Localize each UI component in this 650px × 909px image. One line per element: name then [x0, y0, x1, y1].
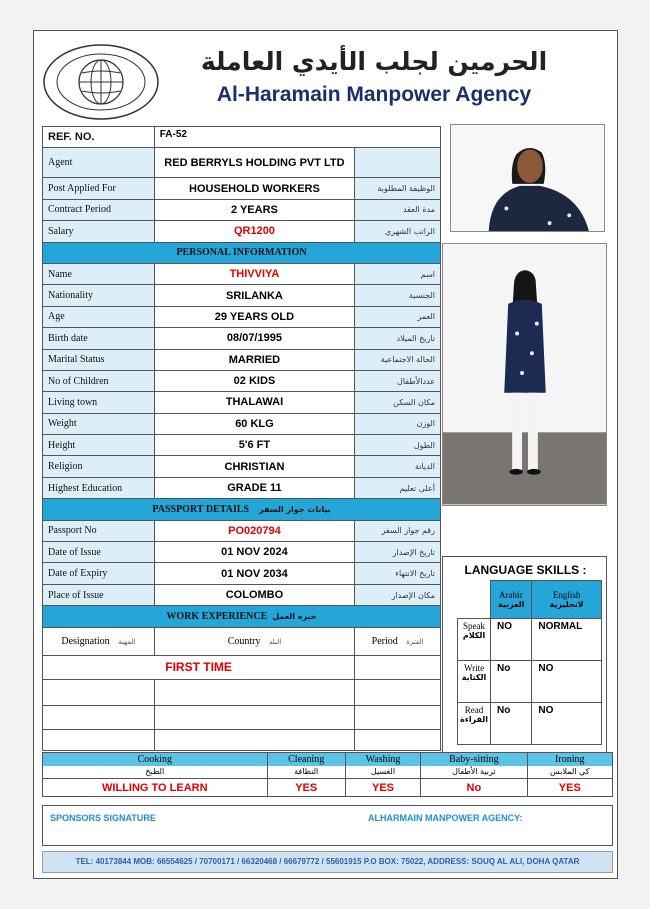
- post-value: HOUSEHOLD WORKERS: [154, 178, 354, 199]
- issue-value: 01 NOV 2024: [154, 542, 354, 563]
- skill-washing-value: YES: [345, 779, 420, 797]
- work-header-en: WORK EXPERIENCE: [166, 610, 268, 622]
- applicant-portrait-photo: [450, 124, 605, 232]
- birth-label: Birth date: [43, 328, 155, 349]
- town-value: THALAWAI: [154, 392, 354, 413]
- birth-value: 08/07/1995: [154, 328, 354, 349]
- skill-washing-label: Washing: [345, 753, 420, 766]
- agency-arabic-title: الحرمين لجلب الأيدي العاملة: [200, 47, 548, 76]
- place-arabic: مكان الإصدار: [355, 584, 441, 605]
- contract-value: 2 YEARS: [154, 199, 354, 220]
- birth-arabic: تاريخ الميلاد: [355, 328, 441, 349]
- marital-label: Marital Status: [43, 349, 155, 370]
- weight-label: Weight: [43, 413, 155, 434]
- height-arabic: الطول: [355, 435, 441, 456]
- english-column-header: English لانجليزية: [532, 581, 602, 619]
- applicant-full-photo: [442, 243, 607, 506]
- issue-label: Date of Issue: [43, 542, 155, 563]
- language-skills-table: [457, 580, 602, 745]
- personal-info-header: PERSONAL INFORMATION: [43, 242, 441, 263]
- agent-value: RED BERRYLS HOLDING PVT LTD: [154, 148, 354, 178]
- salary-value: QR1200: [154, 221, 354, 242]
- language-skills-box: [442, 556, 607, 756]
- skill-ironing-label: Ironing: [527, 753, 612, 766]
- work-empty-cell: [355, 655, 441, 679]
- arabic-column-header: Arabic العربية: [491, 581, 532, 619]
- education-arabic: أعلى تعليم: [355, 477, 441, 498]
- religion-label: Religion: [43, 456, 155, 477]
- agent-arabic: [355, 148, 441, 178]
- town-arabic: مكان السكن: [355, 392, 441, 413]
- ref-label: REF. NO.: [43, 127, 155, 148]
- passport-arabic: رقم جواز السفر: [355, 520, 441, 541]
- place-value: COLOMBO: [154, 584, 354, 605]
- weight-value: 60 KLG: [154, 413, 354, 434]
- place-label: Place of Issue: [43, 584, 155, 605]
- skill-ironing-arabic: كي الملابس: [527, 766, 612, 779]
- work-row: [43, 705, 441, 729]
- education-value: GRADE 11: [154, 477, 354, 498]
- write-row-label: Write الكتابة: [458, 661, 491, 703]
- agent-row: [43, 148, 441, 178]
- work-header-ar: خبره العمل: [272, 611, 317, 621]
- issue-arabic: تاريخ الإصدار: [355, 542, 441, 563]
- skill-washing-arabic: الغسيل: [345, 766, 420, 779]
- nationality-value: SRILANKA: [154, 285, 354, 306]
- read-english-value: NO: [532, 703, 602, 745]
- expiry-value: 01 NOV 2034: [154, 563, 354, 584]
- skill-ironing-value: YES: [527, 779, 612, 797]
- read-arabic-value: No: [491, 703, 532, 745]
- height-label: Height: [43, 435, 155, 456]
- children-value: 02 KIDS: [154, 370, 354, 391]
- skill-cleaning-value: YES: [267, 779, 345, 797]
- work-row: [43, 679, 441, 705]
- period-header: Period الفترة: [355, 627, 441, 655]
- work-row: [43, 729, 441, 750]
- read-row-label: Read القراءة: [458, 703, 491, 745]
- name-value: THIVVIYA: [154, 263, 354, 284]
- religion-value: CHRISTIAN: [154, 456, 354, 477]
- skill-babysitting-value: No: [421, 779, 527, 797]
- expiry-arabic: تاريخ الانتهاء: [355, 563, 441, 584]
- passport-header-en: PASSPORT DETAILS: [152, 503, 249, 515]
- write-arabic-value: No: [491, 661, 532, 703]
- cv-page: [33, 30, 618, 879]
- work-experience-header: [43, 606, 441, 627]
- designation-header: Designation المهنة: [43, 627, 155, 655]
- skill-babysitting-label: Baby-sitting: [421, 753, 527, 766]
- nationality-label: Nationality: [43, 285, 155, 306]
- age-label: Age: [43, 306, 155, 327]
- skill-cooking-value: WILLING TO LEARN: [43, 779, 268, 797]
- age-arabic: العمر: [355, 306, 441, 327]
- passport-value: PO020794: [154, 520, 354, 541]
- passport-label: Passport No: [43, 520, 155, 541]
- agency-english-title: Al-Haramain Manpower Agency: [216, 83, 532, 106]
- work-columns-row: [43, 627, 441, 655]
- first-time-note: FIRST TIME: [43, 655, 355, 679]
- marital-arabic: الحالة الاجتماعية: [355, 349, 441, 370]
- skill-cleaning-arabic: النظافة: [267, 766, 345, 779]
- signature-box: [42, 805, 613, 846]
- education-label: Highest Education: [43, 477, 155, 498]
- height-value: 5'6 FT: [154, 435, 354, 456]
- contract-arabic: مدة العقد: [355, 199, 441, 220]
- religion-arabic: الديانة: [355, 456, 441, 477]
- skill-cleaning-label: Cleaning: [267, 753, 345, 766]
- salary-arabic: الراتب الشهري: [355, 221, 441, 242]
- name-arabic: اسم: [355, 263, 441, 284]
- salary-label: Salary: [43, 221, 155, 242]
- country-header: Country البلد: [154, 627, 354, 655]
- name-label: Name: [43, 263, 155, 284]
- children-label: No of Children: [43, 370, 155, 391]
- ref-value: FA-52: [154, 127, 440, 148]
- age-value: 29 YEARS OLD: [154, 306, 354, 327]
- children-arabic: عددالأطفال: [355, 370, 441, 391]
- skill-cooking-arabic: الطبخ: [43, 766, 268, 779]
- speak-arabic-value: NO: [491, 619, 532, 661]
- household-skills-table: [42, 752, 613, 797]
- agency-signature-label: ALHARMAIN MANPOWER AGENCY:: [368, 813, 523, 823]
- language-skills-title: LANGUAGE SKILLS :: [464, 563, 587, 577]
- skill-cooking-label: Cooking: [43, 753, 268, 766]
- contact-footer: TEL: 40173844 MOB: 66554625 / 70700171 / 66320468 / 66679772 / 55601915 P.O BOX: 75022, ADDRESS: SOUQ AL ALI, DOHA QATAR: [42, 851, 613, 873]
- speak-row-label: Speak الكلام: [458, 619, 491, 661]
- town-label: Living town: [43, 392, 155, 413]
- skill-babysitting-arabic: تربية الأطفال: [421, 766, 527, 779]
- applicant-details-table: [42, 126, 441, 751]
- speak-english-value: NORMAL: [532, 619, 602, 661]
- post-arabic: الوظيفة المطلوبة: [355, 178, 441, 199]
- expiry-label: Date of Expiry: [43, 563, 155, 584]
- passport-header-ar: بيانات جواز السفر: [258, 504, 331, 514]
- sponsor-signature-label: SPONSORS SIGNATURE: [50, 813, 156, 823]
- contract-label: Contract Period: [43, 199, 155, 220]
- agent-label: Agent: [43, 148, 155, 178]
- post-label: Post Applied For: [43, 178, 155, 199]
- write-english-value: NO: [532, 661, 602, 703]
- marital-value: MARRIED: [154, 349, 354, 370]
- nationality-arabic: الجنسية: [355, 285, 441, 306]
- weight-arabic: الوزن: [355, 413, 441, 434]
- agency-logo: [42, 43, 160, 121]
- ref-row: [43, 127, 441, 148]
- passport-details-header: [43, 499, 441, 520]
